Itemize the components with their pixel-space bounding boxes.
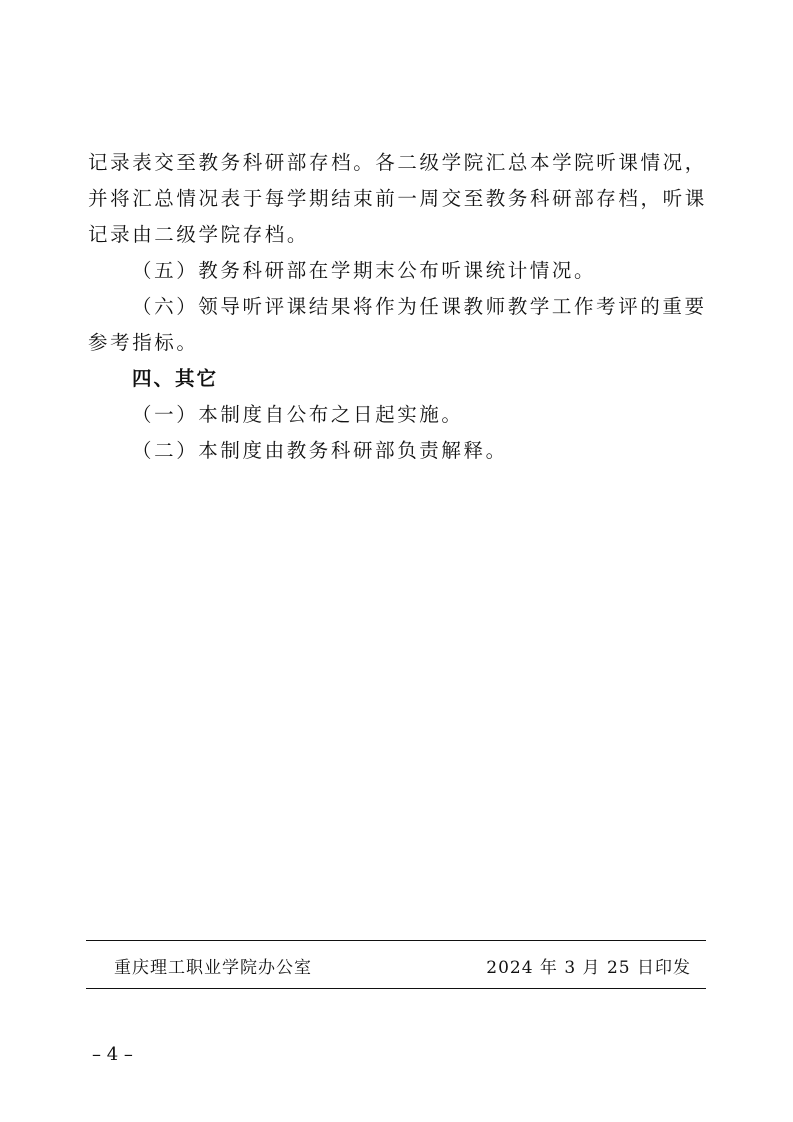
footer-issuer: 重庆理工职业学院办公室 (114, 958, 312, 978)
paragraph-other-one: （一）本制度自公布之日起实施。 (132, 403, 464, 426)
body-text (88, 145, 708, 469)
paragraph-item-five: （五）教务科研部在学期末公布听课统计情况。 (132, 259, 597, 282)
footer-issue-date: 2024 年 3 月 25 日印发 (486, 958, 691, 978)
paragraph-continuation: 记录表交至教务科研部存档。各二级学院汇总本学院听课情况，并将汇总情况表于每学期结束前一周交至教务科研部存档，听课记录由二级学院存档。 (88, 151, 707, 246)
paragraph-other-two: （二）本制度由教务科研部负责解释。 (132, 439, 508, 462)
footer-bottom-rule (86, 988, 706, 989)
footer-top-rule (86, 940, 706, 941)
section-heading: 四、其它 (132, 367, 219, 390)
paragraph-item-six: （六）领导听评课结果将作为任课教师教学工作考评的重要参考指标。 (88, 295, 707, 354)
page-number: – 4 – (92, 1044, 133, 1065)
